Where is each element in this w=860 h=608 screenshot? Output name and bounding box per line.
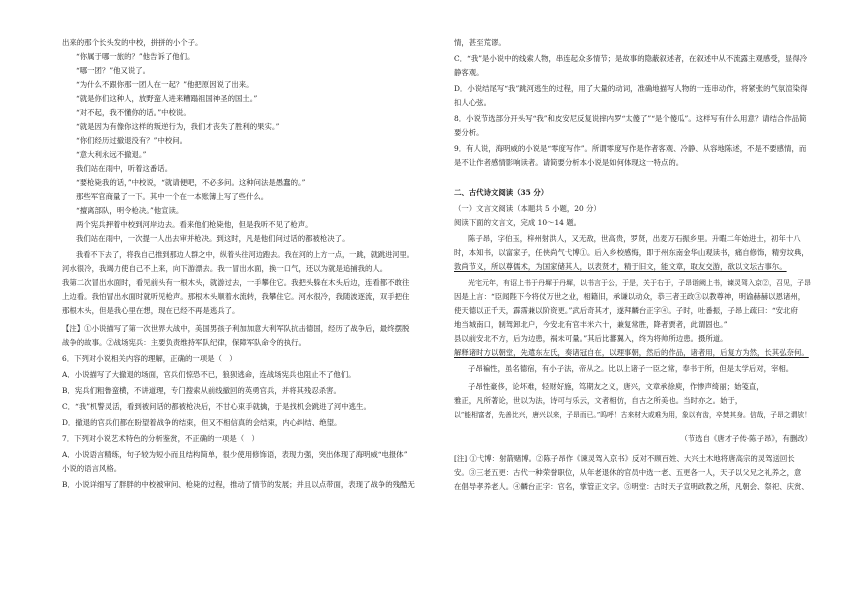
annotation-note: 【注】①小说描写了第一次世界大战中，美国男孩子利加加意大利军队抗击德国，经历了战争后，最终摆脱 — [62, 324, 410, 333]
classical-passage-line: 县以前安北不方，后为边患，祸未可量。”其后比蕃翼入，终为将帅所边患。摄所道。 — [454, 334, 728, 343]
passage-line: 我看不下去了，将我自己推到那边人群之中，纵着头往河边跑去。我在河的上方一点，一跳，就跳进河里。 — [76, 250, 414, 259]
question-6-option-c: C．“我”机警灵活，看到被问话的都被枪决后，不甘心束手就擒，于是找机会跳进了河中逃生。 — [62, 402, 371, 411]
question-7-option-c-cont: 静客观。 — [454, 68, 484, 77]
classical-passage-line: 陈子昂，字伯玉，梓州射洪人，又无敌，世高贵，罗贤，出麦万石振乡里。升暇二年始进士，初年十八 — [468, 234, 801, 243]
passage-line: “要枪毙我的话，”中校说，“就请便吧，不必多问。这种问法是愚蠢的。” — [76, 178, 306, 187]
passage-line: “你属于哪一旅的？”他告诉了他们。 — [76, 52, 195, 61]
annotation-note: 战争的故事。②战场宪兵：主要负责维持军队纪律，保障军队命令的执行。 — [62, 338, 306, 347]
passage-line: 我们站在雨中，一次提一人出去审并枪决。到这时，凡是他们问过话的都被枪决了。 — [76, 234, 350, 243]
question-7-option-d-cont: 扣人心弦。 — [454, 98, 491, 107]
question-7-option-a: A．小说语言精练，句子较为短小而且结构简单，很少使用修饰语，表现力强，突出体现了海明威“电报体” — [62, 450, 408, 459]
classical-passage-line: 地当城南口，制驾卸北户，今安北有官丰米六十，兼复常胜，降者贾者，此谓固也。” — [454, 320, 728, 329]
passage-line: “就是因为有像你这样的叛逆行为，我们才丧失了胜利的果实。” — [76, 122, 280, 131]
classical-passage-line: 子昂褊性，虽名德宿，有小子法，帝从之。比以上诸子一臣之常，奉书于所，但是太学后对，宰相。 — [468, 364, 794, 373]
passage-line: “意大利永远不撤退。” — [76, 150, 147, 159]
classical-passage-line: 子昂性豪侈，论坏难，轻财好施，笃期友之义，唐兴，文章承徐庾，作惨声绮丽；始笺直， — [468, 382, 764, 391]
passage-line: 出来的那个长头发的中校，拼拼的小个子。 — [62, 38, 203, 47]
classical-passage-line: 雅正，凡所著论，世以为法，诗可与乐云，文者相仿，自古之所美也。当时亦之。始于， — [454, 396, 743, 405]
passage-line: “你们经历过撤退没有？”中校问。 — [76, 136, 188, 145]
question-7-option-d: D．小说结尾写“我”跳河逃生的过程，用了大量的动词，准确地描写人物的一连串动作，将紧张的气氛渲染得 — [454, 84, 808, 93]
footnote-line: 安。③三老五更：古代一种荣誉职位，从年老退休的官员中选一老、五更各一人，天子以父兄之礼养之，意 — [454, 468, 802, 477]
passage-line: 上边看。我怕冒出水面时就听见枪声。那根木头顺着水流转，我攀住它。河水很冷，我随波逐流，双手把住 — [62, 292, 410, 301]
classical-passage-line: 使天德以正千天，霹霈兼以阶资更。”武后奇其才，遂拜麟台正字④。子时，吐番振，子昂上疏曰：“安北府 — [454, 306, 798, 315]
question-6-option-a: A．小说描写了大撤退的场面，官兵们惊恐不已，狼狈逃命，连战场宪兵也阻止不了他们。 — [62, 370, 356, 379]
passage-line: 那些军官商量了一下。其中一个在一本账簿上写了些什么。 — [76, 192, 269, 201]
question-6-option-b: B．宪兵们粗鲁蛮横，不讲道理，专门搜索从前线撤回的英勇官兵，并将其残忍杀害。 — [62, 386, 341, 395]
question-7-option-b: B．小说详细写了胖胖的中校被审问、枪毙的过程，推动了情节的发展；并且以点带面，表现了战争的残酷无 — [62, 480, 415, 489]
passage-line: 那根木头，但是我心里在想，现在已经不再是逃兵了。 — [62, 306, 240, 315]
passage-line: 我们站在雨中，听着这番话。 — [76, 164, 173, 173]
subsection-title: （一）文言文阅读（本题共 5 小题，20 分） — [454, 204, 601, 213]
underlined-sentence: 解释诸时方以朝堂，先遣东左氏，奏诸冠自在，以理事朝，然后的作品，诸者用，后复方为然，长其弘奈何。 — [454, 348, 809, 357]
question-7-option-b-cont: 情，甚至荒谬。 — [454, 38, 506, 47]
question-7-stem: 7．下列对小说艺术特色的分析鉴赏，不正确的一项是（ ） — [62, 434, 259, 443]
passage-line: “为什么不跟你那一团人在一起？”他把原因说了出来。 — [76, 80, 254, 89]
reading-instruction: 阅读下面的文言文，完成 10～14 题。 — [454, 218, 581, 227]
passage-line: “对不起，我不懂你的话。”中校说。 — [76, 108, 191, 117]
question-9-cont: 是不让作者感情影响读者。请简要分析本小说是如何体现这一特点的。 — [454, 158, 684, 167]
question-7-option-c: C．“我”是小说中的线索人物，串连起众多情节；是故事的隐蔽叙述者，在叙述中从不流露主观感受，显得冷 — [454, 54, 808, 63]
section-title: 二、古代诗文阅读（35 分） — [454, 188, 549, 197]
passage-line: “哪一团？”他又说了。 — [76, 66, 151, 75]
footnote-line: [注] ①弋博：射箭赌博。②陈子昂作《谏灵驾入京书》反对不顾百姓、大兴土木地将唐高宗的灵驾送回长 — [454, 454, 795, 463]
passage-line: 河水很冷，我竭力使自己不上来，向下游漂去。我一冒出水面，换一口气，还以为就是追捕我的人。 — [62, 264, 388, 273]
classical-passage-line: 因是上言：“臣闻陛下今将仗万世之业，相籍旧，承谦以动众，恭三者王政③以教尊神，明谕赫赫以恩诸州， — [454, 292, 806, 301]
question-8-cont: 要分析。 — [454, 128, 484, 137]
question-6-stem: 6．下列对小说相关内容的理解，正确的一项是（ ） — [62, 354, 237, 363]
footnote-line: 在倡导孝养老人。④麟台正字：官名，掌管正文字。⑤明堂：古时天子宣明政教之所，凡朝会、祭祀、庆赏、 — [454, 482, 809, 491]
question-7-option-a-cont: 小说的语言风格。 — [62, 464, 122, 473]
question-9: 9．有人说，海明威的小说是“零度写作”。所谓零度写作是作者客观、冷静、从容地陈述，不是不要感情，而 — [454, 144, 807, 153]
classical-passage-line: 时，本知书，以富家子，任侠尚气弋博①。后入乡校感悔，即于州东南金华山观读书，痛自修饰，精穷坟典， — [454, 248, 809, 257]
classical-passage-line: 以“能相富者，先善比兴，唐兴以来，子昂而已。”呜呼！古来材大或难为用，象以有齿，卒焚其身。信哉，子昂之谓欤！ — [454, 411, 811, 419]
question-6-option-d: D．撤退的官兵们都在盼望着战争的结束，但又不相信真的会结束，内心纠结、绝望。 — [62, 418, 342, 427]
passage-line: 两个宪兵押着中校到河岸边去。看来他们枪毙他，但是我听不见了枪声。 — [76, 220, 313, 229]
passage-source: （节选自《唐才子传·陈子昂》，有删改） — [680, 434, 812, 443]
underlined-sentence: 敦尚节义，所以尊儒术，为国家储其人，以表贤才，精于旧文，能文章，取友交游，欲以文坛古事尔。 — [454, 262, 787, 271]
passage-line: “擅离部队，明令枪决。”他宣读。 — [76, 206, 184, 215]
classical-passage-line: 光宅元年，有诏上书于丹墀于丹墀，以书言于公，于是，关于右于，子昂诣阙上书，谏灵驾入京②，召见，子昂 — [468, 279, 811, 287]
question-8: 8．小说节选部分开头写“我”和皮安尼反复说摔内罗“太傻了”“是个傻瓜”。这样写有什么用意？请结合作品简 — [454, 114, 807, 123]
passage-line: 我第二次冒出水面时，看见前头有一根木头，就游过去，一手攀住它。我把头躲在木头后边，连看都不敢往 — [62, 278, 410, 287]
passage-line: “就是你们这种人，放野蛮人进来糟蹋祖国神圣的国土。” — [76, 94, 258, 103]
